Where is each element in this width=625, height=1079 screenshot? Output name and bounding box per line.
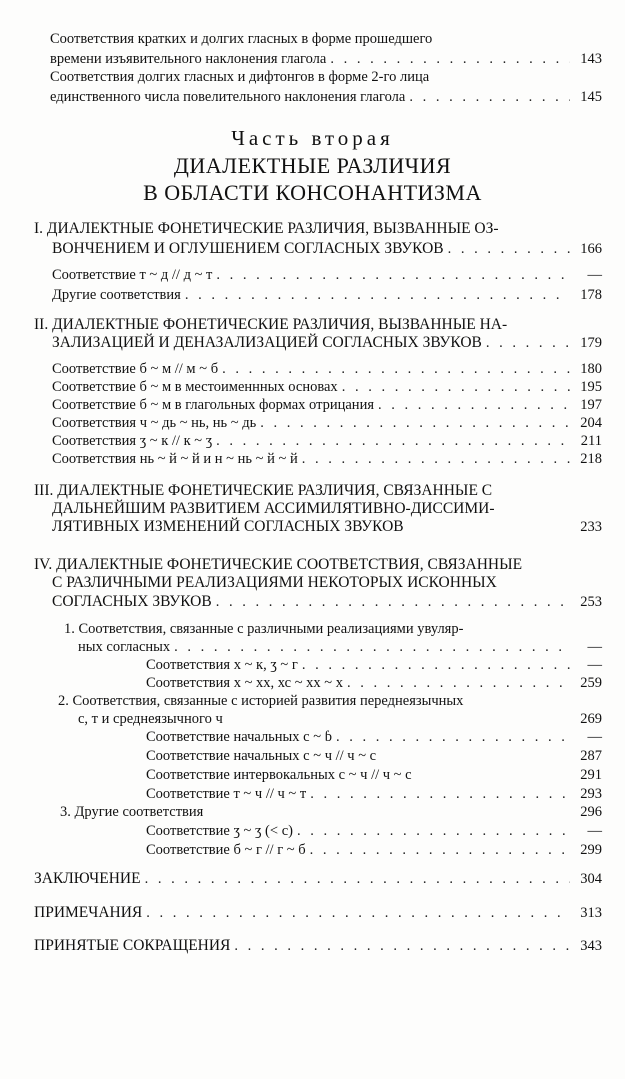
- leader-dots: [486, 334, 570, 352]
- toc-entry: [146, 656, 602, 674]
- leader-dots: [302, 450, 570, 468]
- toc-entry-text: Соответствия ч ~ дь ~ нь, нь ~ дь: [52, 415, 257, 431]
- section-heading-end: [52, 593, 602, 611]
- toc-entry: [146, 766, 602, 784]
- leader-dots: [185, 286, 570, 304]
- page-number: —: [587, 729, 602, 745]
- subsection-heading: 1. Соответствия, связанные с различными реализациями увуляр-: [64, 621, 464, 637]
- toc-entry: [52, 414, 602, 432]
- toc-entry-text: ПРИНЯТЫЕ СОКРАЩЕНИЯ: [34, 937, 231, 954]
- toc-entry-text: Соответствия нь ~ й ~ й и н ~ нь ~ й ~ й: [52, 451, 298, 467]
- section-heading: III. ДИАЛЕКТНЫЕ ФОНЕТИЧЕСКИЕ РАЗЛИЧИЯ, СВЯЗАННЫЕ С: [34, 482, 493, 499]
- page-number: 166: [580, 241, 602, 257]
- toc-entry: [52, 396, 602, 414]
- subsection-heading: 2. Соответствия, связанные с историей развития переднеязычных: [58, 693, 464, 709]
- section-heading: II. ДИАЛЕКТНЫЕ ФОНЕТИЧЕСКИЕ РАЗЛИЧИЯ, ВЫЗВАННЫЕ НА-: [34, 316, 508, 333]
- toc-entry-text: Соответствие т ~ д // д ~ т: [52, 267, 213, 283]
- toc-entry-text: Соответствие начальных с ~ ч // ч ~ с: [146, 748, 377, 764]
- toc-entry: [52, 432, 602, 450]
- part-label: Часть вторая: [231, 126, 394, 150]
- toc-entry-text: ЗАКЛЮЧЕНИЕ: [34, 870, 141, 887]
- page-number: 180: [580, 361, 602, 377]
- page-number: 143: [580, 51, 602, 67]
- page-number: —: [587, 267, 602, 283]
- leader-dots: [145, 870, 570, 888]
- page-number: 269: [580, 711, 602, 727]
- page-number: 291: [580, 767, 602, 783]
- toc-entry: [50, 50, 602, 68]
- page-number: 233: [580, 519, 602, 535]
- page-number: 304: [580, 871, 602, 887]
- toc-entry: [52, 450, 602, 468]
- part-title: В ОБЛАСТИ КОНСОНАНТИЗМА: [143, 180, 482, 205]
- section-heading: IV. ДИАЛЕКТНЫЕ ФОНЕТИЧЕСКИЕ СООТВЕТСТВИЯ, СВЯЗАННЫЕ: [34, 556, 523, 573]
- section-heading-text: ВОНЧЕНИЕМ И ОГЛУШЕНИЕМ СОГЛАСНЫХ ЗВУКОВ: [52, 240, 444, 257]
- leader-dots: [409, 88, 570, 106]
- subsection-heading: 3. Другие соответствия: [60, 804, 204, 820]
- toc-entry-text: Соответствия долгих гласных и дифтонгов в форме 2-го лица: [50, 69, 430, 85]
- toc-entry-text: Соответствие ӡ ~ ӡ (< с): [146, 823, 293, 839]
- toc-entry: [34, 937, 602, 955]
- leader-dots: [260, 414, 570, 432]
- leader-dots: [378, 396, 570, 414]
- page-number: 259: [580, 675, 602, 691]
- toc-entry: [146, 822, 602, 840]
- page-number: 287: [580, 748, 602, 764]
- page-number: —: [587, 823, 602, 839]
- section-heading: I. ДИАЛЕКТНЫЕ ФОНЕТИЧЕСКИЕ РАЗЛИЧИЯ, ВЫЗВАННЫЕ ОЗ-: [34, 220, 499, 237]
- leader-dots: [342, 378, 570, 396]
- section-heading: ДАЛЬНЕЙШИМ РАЗВИТИЕМ АССИМИЛЯТИВНО-ДИССИМИ-: [52, 500, 495, 517]
- page-number: 218: [580, 451, 602, 467]
- toc-entry-text: Соответствие б ~ г // г ~ б: [146, 842, 306, 858]
- leader-dots: [234, 937, 570, 955]
- page-number: —: [587, 657, 602, 673]
- leader-dots: [222, 360, 570, 378]
- toc-entry: [146, 747, 602, 765]
- section-heading: С РАЗЛИЧНЫМИ РЕАЛИЗАЦИЯМИ НЕКОТОРЫХ ИСКОННЫХ: [52, 574, 497, 591]
- leader-dots: [297, 822, 570, 840]
- section-heading-text: ЛЯТИВНЫХ ИЗМЕНЕНИЙ СОГЛАСНЫХ ЗВУКОВ: [52, 518, 404, 535]
- toc-entry: [34, 870, 602, 888]
- toc-entry-text: Соответствие т ~ ч // ч ~ т: [146, 786, 307, 802]
- page-number: 204: [580, 415, 602, 431]
- page-number: 195: [580, 379, 602, 395]
- section-heading-end: [52, 518, 602, 536]
- toc-entry-text: с, т и среднеязычного ч: [78, 711, 223, 727]
- leader-dots: [330, 50, 570, 68]
- toc-entry-text: единственного числа повелительного наклонения глагола: [50, 89, 406, 105]
- toc-entry-text: Соответствие интервокальных с ~ ч // ч ~ с: [146, 767, 412, 783]
- section-heading-text: ЗАЛИЗАЦИЕЙ И ДЕНАЗАЛИЗАЦИЕЙ СОГЛАСНЫХ ЗВУКОВ: [52, 334, 482, 351]
- toc-entry: [52, 266, 602, 284]
- part-title: ДИАЛЕКТНЫЕ РАЗЛИЧИЯ: [173, 153, 452, 178]
- page-number: 253: [580, 594, 602, 610]
- page-number: —: [587, 639, 602, 655]
- toc-entry: [34, 904, 602, 922]
- toc-entry-text: Соответствия х ~ хх, хс ~ хх ~ х: [146, 675, 344, 691]
- page-number: 313: [580, 905, 602, 921]
- page-number: 293: [580, 786, 602, 802]
- toc-entry: [78, 710, 602, 728]
- page-number: 296: [580, 804, 602, 820]
- toc-entry-text: Соответствие б ~ м в глагольных формах отрицания: [52, 397, 374, 413]
- page-number: 197: [580, 397, 602, 413]
- page-number: 299: [580, 842, 602, 858]
- toc-entry-text: Соответствия х ~ к, ӡ ~ г: [146, 657, 298, 673]
- toc-entry-text: Соответствия кратких и долгих гласных в форме прошедшего: [50, 31, 433, 47]
- toc-entry: [146, 841, 602, 859]
- toc-entry-text: Соответствие б ~ м // м ~ б: [52, 361, 219, 377]
- page-number: 179: [580, 335, 602, 351]
- toc-entry: [78, 638, 602, 656]
- toc-entry: [52, 286, 602, 304]
- leader-dots: [174, 638, 570, 656]
- leader-dots: [216, 593, 570, 611]
- toc-entry: [50, 88, 602, 106]
- page-number: 145: [580, 89, 602, 105]
- leader-dots: [216, 266, 570, 284]
- toc-entry-text: времени изъявительного наклонения глагола: [50, 51, 327, 67]
- leader-dots: [448, 240, 570, 258]
- toc-entry: [146, 785, 602, 803]
- toc-entry: [52, 360, 602, 378]
- leader-dots: [336, 728, 570, 746]
- leader-dots: [347, 674, 570, 692]
- leader-dots: [302, 656, 570, 674]
- toc-entry-text: Соответствие б ~ м в местоименнных основах: [52, 379, 338, 395]
- page-number: 343: [580, 938, 602, 954]
- section-heading-end: [52, 334, 602, 352]
- section-heading-end: [52, 240, 602, 258]
- toc-entry: [146, 728, 602, 746]
- toc-entry-text: Соответствия ӡ ~ к // к ~ ӡ: [52, 433, 213, 449]
- toc-entry-text: Другие соответствия: [52, 287, 181, 303]
- toc-entry-text: ных согласных: [78, 639, 171, 655]
- toc-entry: [52, 378, 602, 396]
- toc-entry-text: ПРИМЕЧАНИЯ: [34, 904, 143, 921]
- toc-entry: [146, 674, 602, 692]
- toc-entry-text: Соответствие начальных с ~ ɓ: [146, 729, 332, 745]
- leader-dots: [146, 904, 570, 922]
- section-heading-text: СОГЛАСНЫХ ЗВУКОВ: [52, 593, 212, 610]
- toc-entry: [60, 803, 602, 821]
- leader-dots: [310, 785, 570, 803]
- leader-dots: [310, 841, 570, 859]
- page-number: 178: [580, 287, 602, 303]
- leader-dots: [216, 432, 570, 450]
- page-number: 211: [580, 433, 602, 449]
